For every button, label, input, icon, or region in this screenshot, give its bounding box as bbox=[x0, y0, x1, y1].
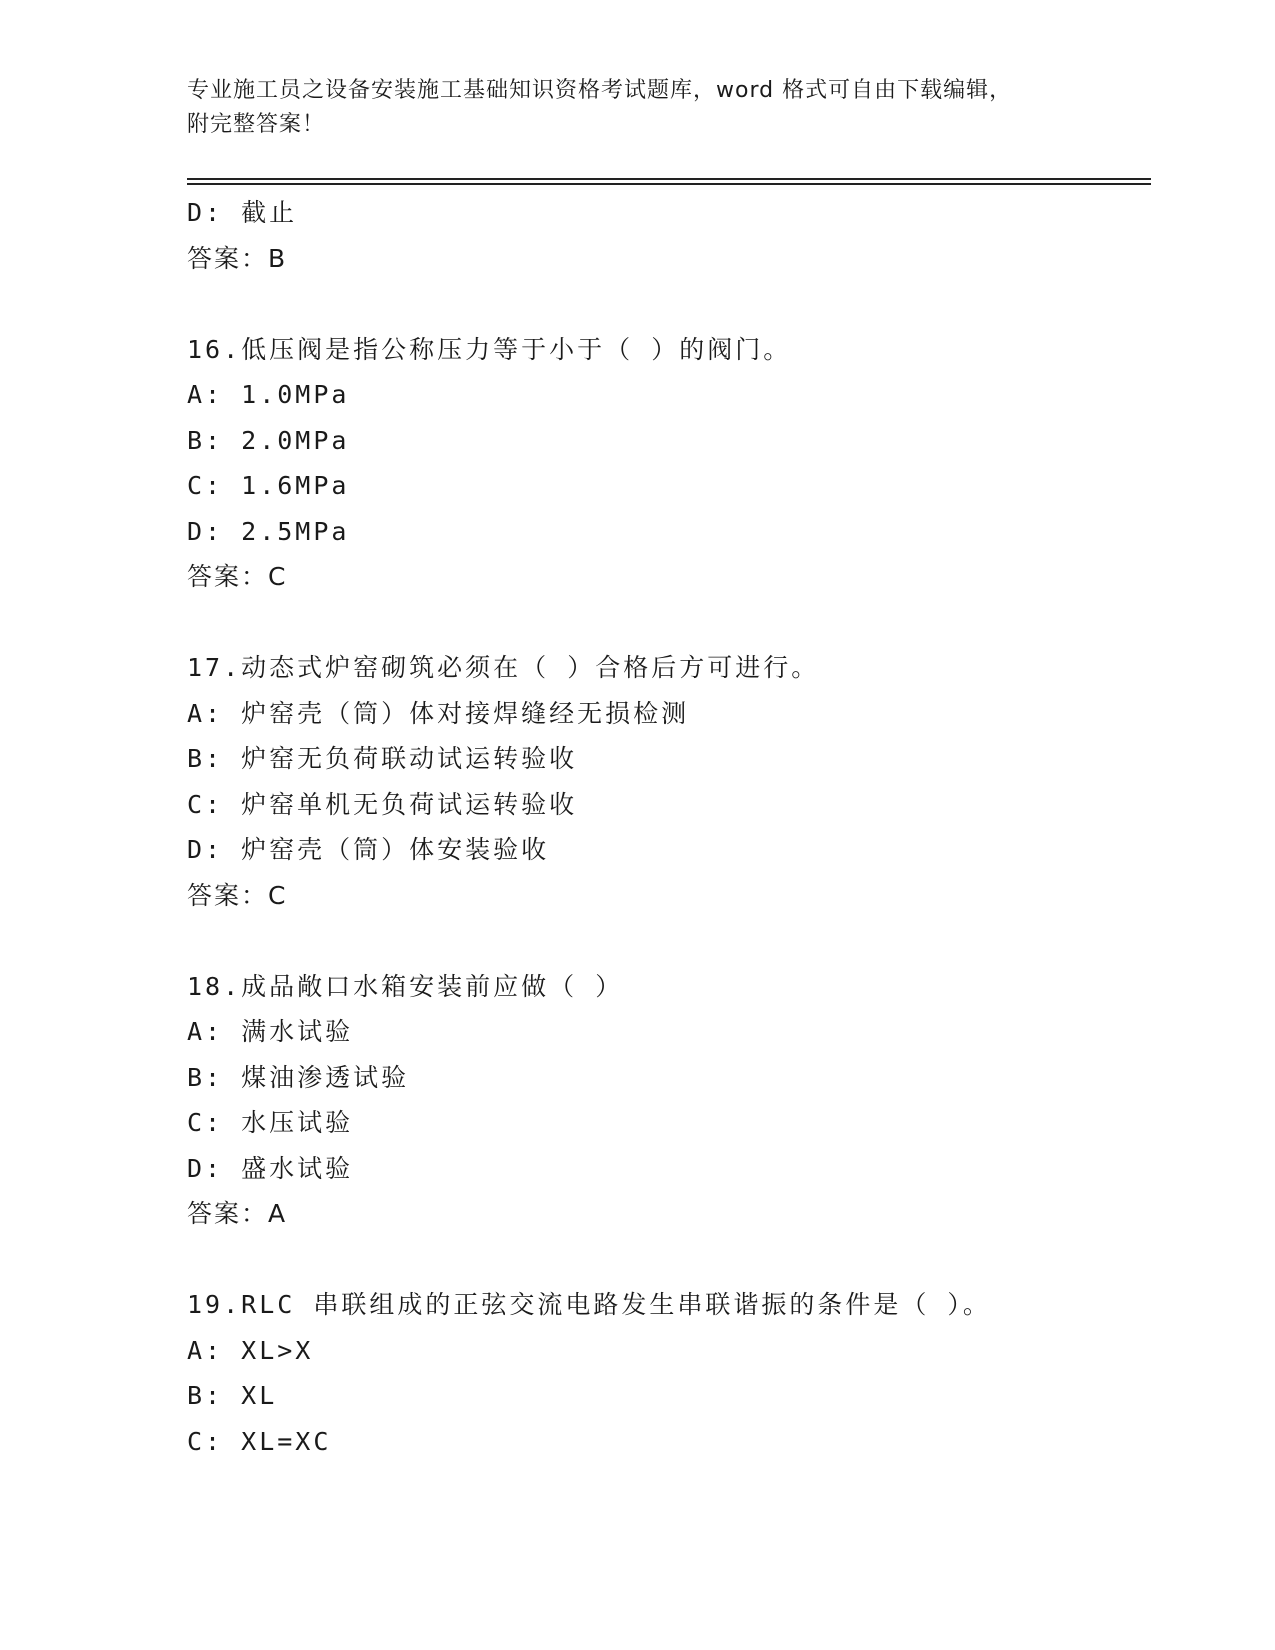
header-line-2: 附完整答案！ bbox=[187, 112, 326, 137]
header-divider-top bbox=[187, 178, 1151, 180]
header-divider-bottom bbox=[187, 183, 1151, 185]
prev-answer: 答案：B bbox=[187, 243, 288, 273]
question-17-answer: 答案：C bbox=[187, 880, 288, 910]
question-18-option-c: C: 水压试验 bbox=[187, 1108, 354, 1137]
spacer bbox=[187, 281, 1151, 327]
question-17-option-c: C: 炉窑单机无负荷试运转验收 bbox=[187, 789, 578, 819]
question-17-stem: 17.动态式炉窑砌筑必须在（ ）合格后方可进行。 bbox=[187, 653, 820, 682]
question-19-stem: 19.RLC 串联组成的正弦交流电路发生串联谐振的条件是（ ）。 bbox=[187, 1290, 991, 1319]
document-header bbox=[187, 74, 1087, 142]
spacer bbox=[187, 918, 1151, 964]
question-17-option-d: D: 炉窑壳（筒）体安装验收 bbox=[187, 835, 550, 864]
question-18-option-a: A: 满水试验 bbox=[187, 1017, 354, 1046]
prev-option-d: D: 截止 bbox=[187, 198, 298, 227]
question-19-option-b: B: XL bbox=[187, 1381, 278, 1410]
question-18-answer: 答案：A bbox=[187, 1199, 288, 1228]
question-16-answer: 答案：C bbox=[187, 562, 288, 591]
header-line-1: 专业施工员之设备安装施工基础知识资格考试题库，word 格式可自由下载编辑， bbox=[187, 78, 1013, 103]
question-17-option-b: B: 炉窑无负荷联动试运转验收 bbox=[187, 744, 578, 773]
spacer bbox=[187, 600, 1151, 646]
question-16-option-b: B: 2.0MPa bbox=[187, 425, 350, 455]
question-18-option-d: D: 盛水试验 bbox=[187, 1153, 354, 1183]
question-18-stem: 18.成品敞口水箱安装前应做（ ） bbox=[187, 971, 624, 1001]
question-19-option-c: C: XL=XC bbox=[187, 1426, 332, 1456]
spacer bbox=[187, 1237, 1151, 1283]
question-list bbox=[187, 190, 1151, 1464]
question-17-option-a: A: 炉窑壳（筒）体对接焊缝经无损检测 bbox=[187, 698, 690, 728]
question-16-stem: 16.低压阀是指公称压力等于小于（ ）的阀门。 bbox=[187, 334, 792, 364]
question-19-option-a: A: XL>X bbox=[187, 1335, 314, 1365]
question-16-option-d: D: 2.5MPa bbox=[187, 516, 350, 546]
question-16-option-a: A: 1.0MPa bbox=[187, 380, 350, 409]
question-18-option-b: B: 煤油渗透试验 bbox=[187, 1062, 410, 1092]
question-16-option-c: C: 1.6MPa bbox=[187, 471, 350, 500]
